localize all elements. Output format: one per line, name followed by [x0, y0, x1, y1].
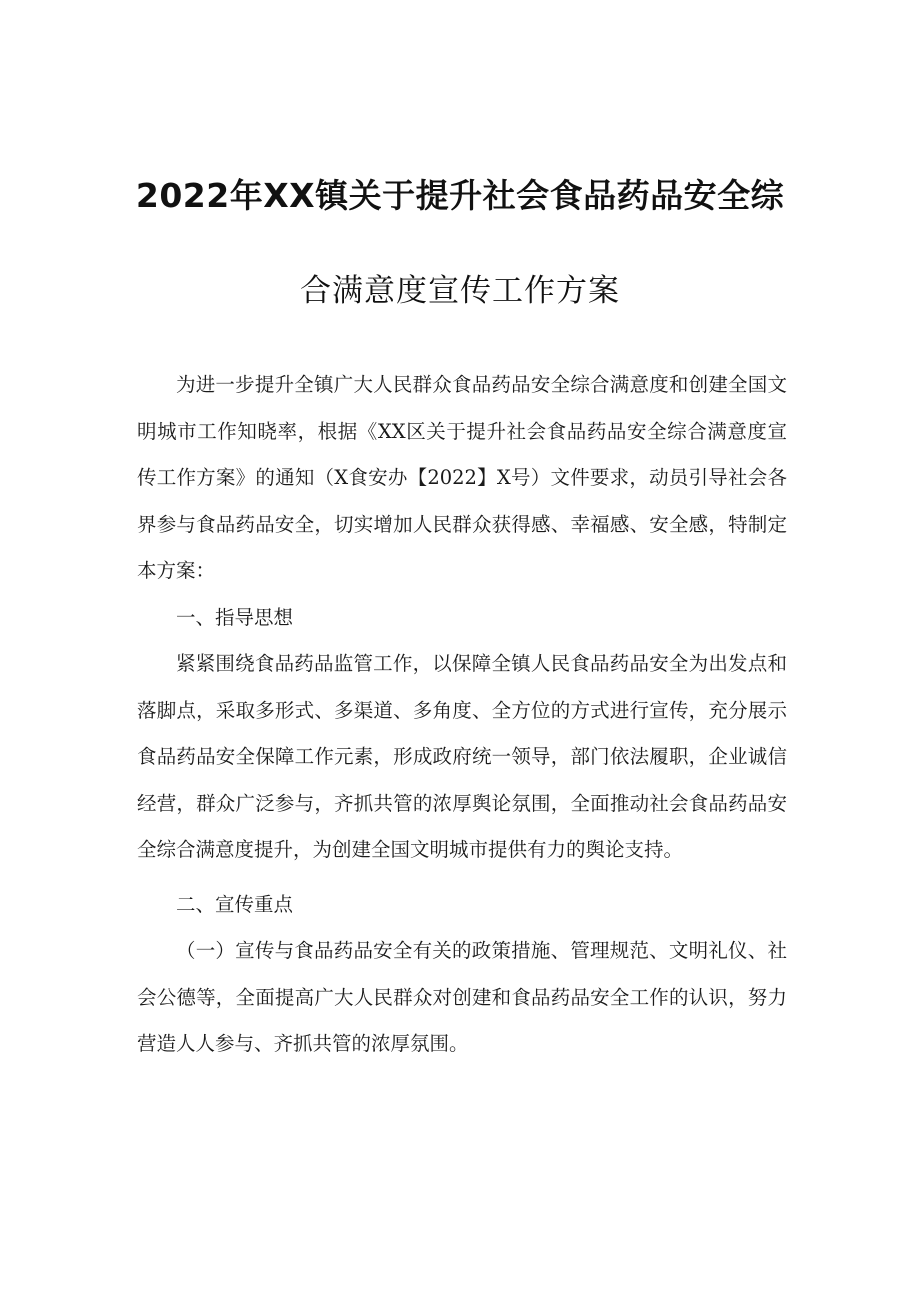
section-1-heading: 一、指导思想: [176, 605, 294, 629]
section-2-heading: 二、宣传重点: [176, 892, 294, 916]
intro-paragraph: 为进一步提升全镇广大人民群众食品药品安全综合满意度和创建全国文明城市工作知晓率，根据《XX区关于提升社会食品药品安全综合满意度宣传工作方案》的通知（X食安办【2022】X号）文件要求，动员引导社会各界参与食品药品安全，切实增加人民群众获得感、幸福感、安全感，特制定本方案：: [137, 373, 787, 582]
document-title-line-1: 2022年XX镇关于提升社会食品药品安全综: [135, 176, 785, 215]
section-2-item-1-paragraph: （一）宣传与食品药品安全有关的政策措施、管理规范、文明礼仪、社会公德等，全面提高广大人民群众对创建和食品药品安全工作的认识，努力营造人人参与、齐抓共管的浓厚氛围。: [137, 939, 787, 1055]
section-1-paragraph: 紧紧围绕食品药品监管工作，以保障全镇人民食品药品安全为出发点和落脚点，采取多形式、多渠道、多角度、全方位的方式进行宣传，充分展示食品药品安全保障工作元素，形成政府统一领导，部门依法履职，企业诚信经营，群众广泛参与，齐抓共管的浓厚舆论氛围，全面推动社会食品药品安全综合满意度提升，为创建全国文明城市提供有力的舆论支持。: [137, 652, 787, 861]
document-title-line-2: 合满意度宣传工作方案: [300, 273, 620, 309]
document-body: [137, 362, 787, 1068]
